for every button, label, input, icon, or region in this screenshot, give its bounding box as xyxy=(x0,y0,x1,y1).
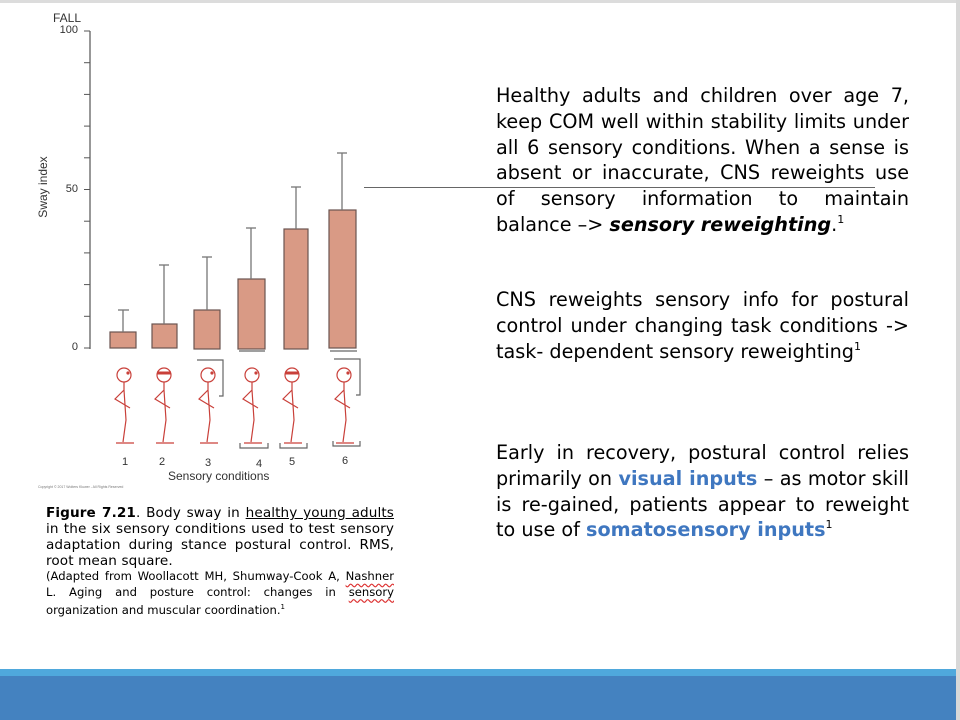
footer-accent-band xyxy=(0,669,956,676)
right-border xyxy=(956,0,960,720)
footer-band xyxy=(0,676,956,720)
paragraph-recovery xyxy=(496,440,909,543)
paragraph-text-2: – as motor skill is re-gained, patients appear to reweight to use of xyxy=(496,466,909,542)
caption-underlined: healthy young adults xyxy=(245,505,394,521)
paragraph-sensory-reweighting xyxy=(496,83,909,238)
support-brackets xyxy=(239,351,360,448)
paragraph-text: CNS reweights sensory info for postural control under changing task conditions -> task- dependent sensory reweighting xyxy=(496,288,909,363)
spellcheck-word-nashner: Nashner xyxy=(345,569,394,583)
reference-marker: 1 xyxy=(825,518,833,532)
figure-condition-2 xyxy=(155,368,174,443)
x-tick-4: 4 xyxy=(255,458,263,470)
highlight-somatosensory-inputs: somatosensory inputs xyxy=(586,518,826,542)
citation-text-2: L. Aging and posture control: changes in xyxy=(46,584,349,599)
x-axis-label: Sensory conditions xyxy=(168,469,270,483)
sway-index-chart xyxy=(0,0,420,500)
figure-label: Figure 7.21 xyxy=(46,505,136,521)
copyright-notice: Copyright © 2017 Wolters Kluwer - All Rights Reserved xyxy=(38,485,124,489)
y-axis-label: Sway index xyxy=(36,156,50,218)
reference-marker: 1 xyxy=(854,339,861,353)
highlight-visual-inputs: visual inputs xyxy=(618,466,758,490)
x-tick-6: 6 xyxy=(341,455,349,467)
citation-text-3: organization and muscular coordination. xyxy=(46,602,281,617)
surround-brackets xyxy=(197,359,360,396)
fall-annotation: FALL xyxy=(53,11,82,25)
y-tick-100: 100 xyxy=(59,24,78,36)
figure-condition-1 xyxy=(115,368,134,443)
figure-caption xyxy=(46,505,394,618)
figure-condition-6 xyxy=(335,368,354,443)
spellcheck-word-sensory: sensory xyxy=(348,584,394,599)
y-tick-50: 50 xyxy=(65,183,78,195)
x-tick-1: 1 xyxy=(121,456,129,468)
citation-text: (Adapted from Woollacott MH, Shumway-Cook A, xyxy=(46,569,346,583)
caption-text: . Body sway in xyxy=(135,505,246,521)
chart-graphic xyxy=(0,0,420,500)
paragraph-task-dependent xyxy=(496,287,909,364)
x-tick-2: 2 xyxy=(158,456,166,468)
paragraph-text: Healthy adults and children over age 7, keep COM well within stability limits under all 6 sensory conditions. When a sense is absent or inaccurate, CNS reweights use of sensory information to maintain balance –> xyxy=(496,84,909,236)
figure-condition-5 xyxy=(283,368,302,443)
paragraph-text: Early in recovery, postural control relies primarily on xyxy=(496,441,909,490)
condition-figures xyxy=(115,368,354,443)
emphasis-sensory-reweighting: sensory reweighting xyxy=(609,212,832,236)
x-tick-3: 3 xyxy=(204,457,212,469)
citation-ref: 1 xyxy=(280,603,285,611)
x-tick-5: 5 xyxy=(288,456,296,468)
paragraph-tail: . xyxy=(831,212,838,236)
reference-marker: 1 xyxy=(837,212,845,226)
y-tick-0: 0 xyxy=(71,341,78,353)
figure-condition-4 xyxy=(243,368,262,443)
caption-text-2: in the six sensory conditions used to test sensory adaptation during stance postural control. RMS, root mean square. xyxy=(46,521,394,569)
figure-condition-3 xyxy=(199,368,218,443)
